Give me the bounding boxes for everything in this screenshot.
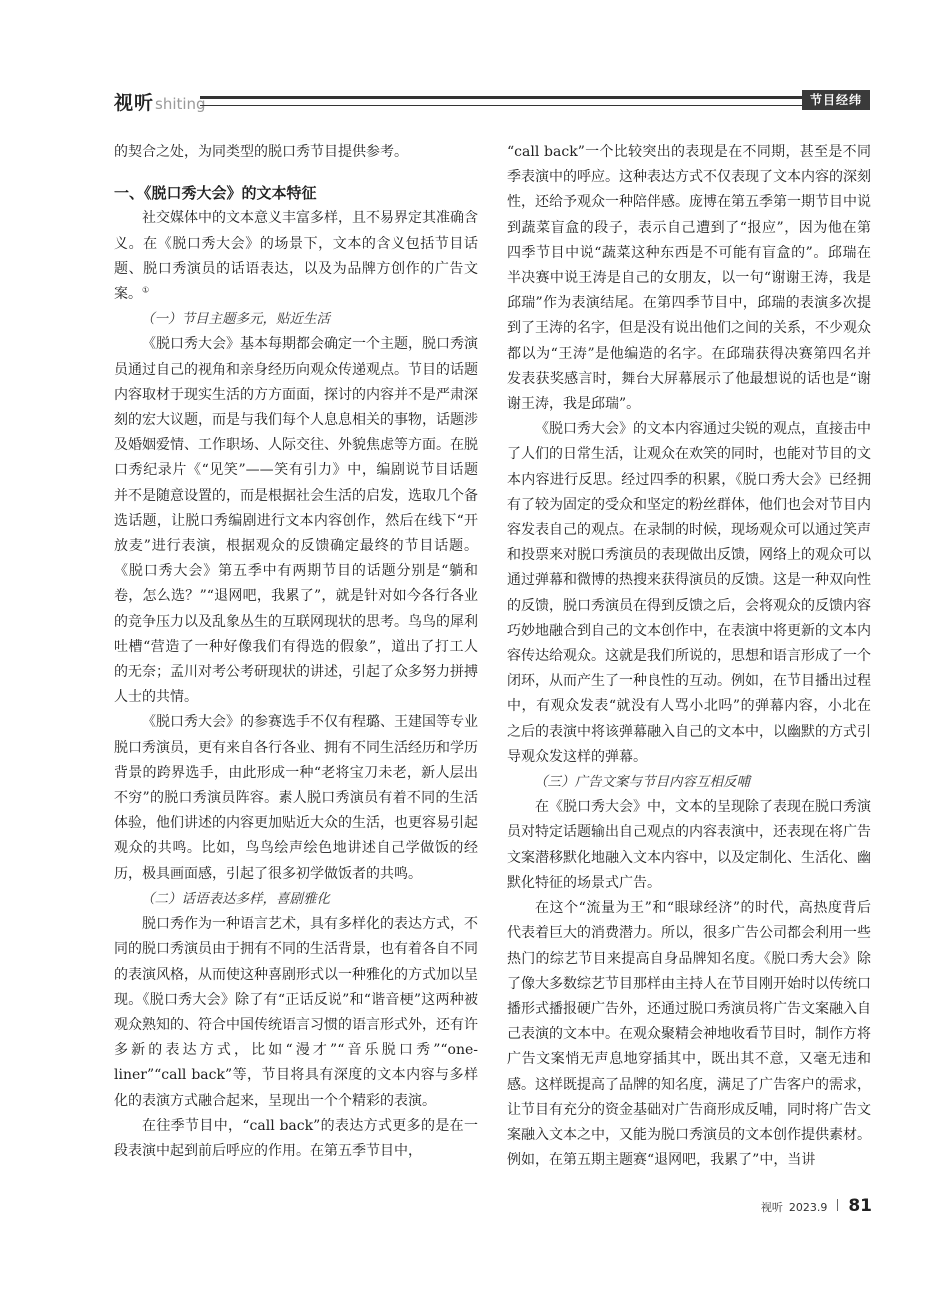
paragraph: 在这个“流量为王”和“眼球经济”的时代，高热度背后代表着巨大的消费潜力。所以，很多广告公司都会利用一些热门的综艺节目来提高自身品牌知名度。《脱口秀大会》除了像大多数综艺节目那样由主持人在节目刚开始时以传统口播形式播报硬广告外，还通过脱口秀演员将广告文案融入自己表演的文本中。在观众聚精会神地收看节目时，制作方将广告文案悄无声息地穿插其中，既出其不意，又毫无违和感。这样既提高了品牌的知名度，满足了广告客户的需求，让节目有充分的资金基础对广告商形成反哺，同时将广告文案融入文本之中，又能为脱口秀演员的文本创作提供素材。例如，在第五期主题赛“退网吧，我累了”中，当讲	[507, 900, 871, 1169]
footer-divider	[837, 1199, 838, 1211]
subsection-heading: （三）广告文案与节目内容互相反哺	[534, 774, 750, 791]
page-footer	[761, 1196, 872, 1220]
spacer	[114, 165, 478, 181]
brand-main: 视听	[114, 92, 155, 114]
footer-journal: 视听	[760, 1201, 783, 1214]
journal-brand	[114, 88, 206, 114]
header-rule	[200, 96, 804, 106]
page-number: 81	[848, 1196, 872, 1216]
page-header	[114, 88, 870, 114]
paragraph: 在《脱口秀大会》中，文本的呈现除了表现在脱口秀演员对特定话题输出自己观点的内容表演中，还表现在将广告文案潜移默化地融入文本内容中，以及定制化、生活化、幽默化特征的场景式广告。	[507, 799, 871, 891]
footnote-marker: ①	[142, 285, 150, 295]
paragraph: 《脱口秀大会》基本每期都会确定一个主题，脱口秀演员通过自己的视角和亲身经历向观众传递观点。节目的话题内容取材于现实生活的方方面面，探讨的内容并不是严肃深刻的宏大议题，而是与我们每个人息息相关的事物，话题涉及婚姻爱情、工作职场、人际交往、外貌焦虑等方面。在脱口秀纪录片《“见笑”——笑有引力》中，编剧说节目话题并不是随意设置的，而是根据社会生活的启发，选取几个备选话题，让脱口秀编剧进行文本内容创作，然后在线下“开放麦”进行表演，根据观众的反馈确定最终的节目话题。《脱口秀大会》第五季中有两期节目的话题分别是“躺和卷，怎么选？”“退网吧，我累了”，就是针对如今各行各业的竞争压力以及乱象丛生的互联网现状的思考。鸟鸟的犀利吐槽“营造了一种好像我们有得选的假象”，道出了打工人的无奈；孟川对考公考研现状的讲述，引起了众多努力拼搏人士的共情。	[114, 336, 478, 706]
left-column	[114, 140, 478, 1164]
right-column	[507, 140, 871, 1173]
paragraph: 脱口秀作为一种语言艺术，具有多样化的表达方式，不同的脱口秀演员由于拥有不同的生活背景，也有着各自不同的表演风格，从而使这种喜剧形式以一种雅化的方式加以呈现。《脱口秀大会》除了有“正话反说”和“谐音梗”这两种被观众熟知的、符合中国传统语言习惯的语言形式外，还有许多新的表达方式，比如“漫才”“音乐脱口秀”“one-liner”“call back”等，节目将具有深度的文本内容与多样化的表演方式融合起来，呈现出一个个精彩的表演。	[114, 916, 478, 1109]
paragraph	[114, 206, 478, 307]
subsection-heading: （二）话语表达多样，喜剧雅化	[141, 890, 330, 907]
subsection-heading: （一）节目主题多元，贴近生活	[141, 311, 330, 328]
paragraph: 在往季节目中，“call back”的表达方式更多的是在一段表演中起到前后呼应的作用。在第五季节目中，	[114, 1117, 478, 1159]
section-heading: 一、《脱口秀大会》的文本特征	[114, 184, 317, 203]
paragraph: 《脱口秀大会》的参赛选手不仅有程璐、王建国等专业脱口秀演员，更有来自各行各业、拥有不同生活经历和学历背景的跨界选手，由此形成一种“老将宝刀未老，新人层出不穷”的脱口秀演员阵容。素人脱口秀演员有着不同的生活体验，他们讲述的内容更加贴近大众的生活，也更容易引起观众的共鸣。比如，鸟鸟绘声绘色地讲述自己学做饭的经历，极具画面感，引起了很多初学做饭者的共鸣。	[114, 714, 478, 882]
footer-date: 2023.9	[788, 1201, 828, 1214]
paragraph-text: 社交媒体中的文本意义丰富多样，且不易界定其准确含义。在《脱口秀大会》的场景下，文本的含义包括节目话题、脱口秀演员的话语表达，以及为品牌方创作的广告文案。	[114, 210, 478, 303]
brand-sub: shiting	[155, 95, 206, 113]
paragraph: 《脱口秀大会》的文本内容通过尖锐的观点，直接击中了人们的日常生活，让观众在欢笑的同时，也能对节目的文本内容进行反思。经过四季的积累，《脱口秀大会》已经拥有了较为固定的受众和坚定的粉丝群体，他们也会对节目内容发表自己的观点。在录制的时候，现场观众可以通过笑声和投票来对脱口秀演员的表现做出反馈，网络上的观众可以通过弹幕和微博的热搜来获得演员的反馈。这是一种双向性的反馈，脱口秀演员在得到反馈之后，会将观众的反馈内容巧妙地融合到自己的文本创作中，在表演中将更新的文本内容传达给观众。这就是我们所说的，思想和语言形成了一个闭环，从而产生了一种良性的互动。例如，在节目播出过程中，有观众发表“就没有人骂小北吗”的弹幕内容，小北在之后的表演中将该弹幕融入自己的文本中，以幽默的方式引导观众发这样的弹幕。	[507, 421, 871, 765]
section-tag: 节目经纬	[802, 90, 870, 110]
paragraph: 的契合之处，为同类型的脱口秀节目提供参考。	[114, 144, 408, 160]
paragraph: “call back”一个比较突出的表现是在不同期，甚至是不同季表演中的呼应。这种表达方式不仅表现了文本内容的深刻性，还给予观众一种陪伴感。庞博在第五季第一期节目中说到蔬菜盲盒的段子，表示自己遭到了“报应”，因为他在第四季节目中说“蔬菜这种东西是不可能有盲盒的”。邱瑞在半决赛中说王涛是自己的女朋友，以一句“谢谢王涛，我是邱瑞”作为表演结尾。在第四季节目中，邱瑞的表演多次提到了王涛的名字，但是没有说出他们之间的关系，不少观众都以为“王涛”是他编造的名字。在邱瑞获得决赛第四名并发表获奖感言时，舞台大屏幕展示了他最想说的话也是“谢谢王涛，我是邱瑞”。	[507, 144, 871, 413]
